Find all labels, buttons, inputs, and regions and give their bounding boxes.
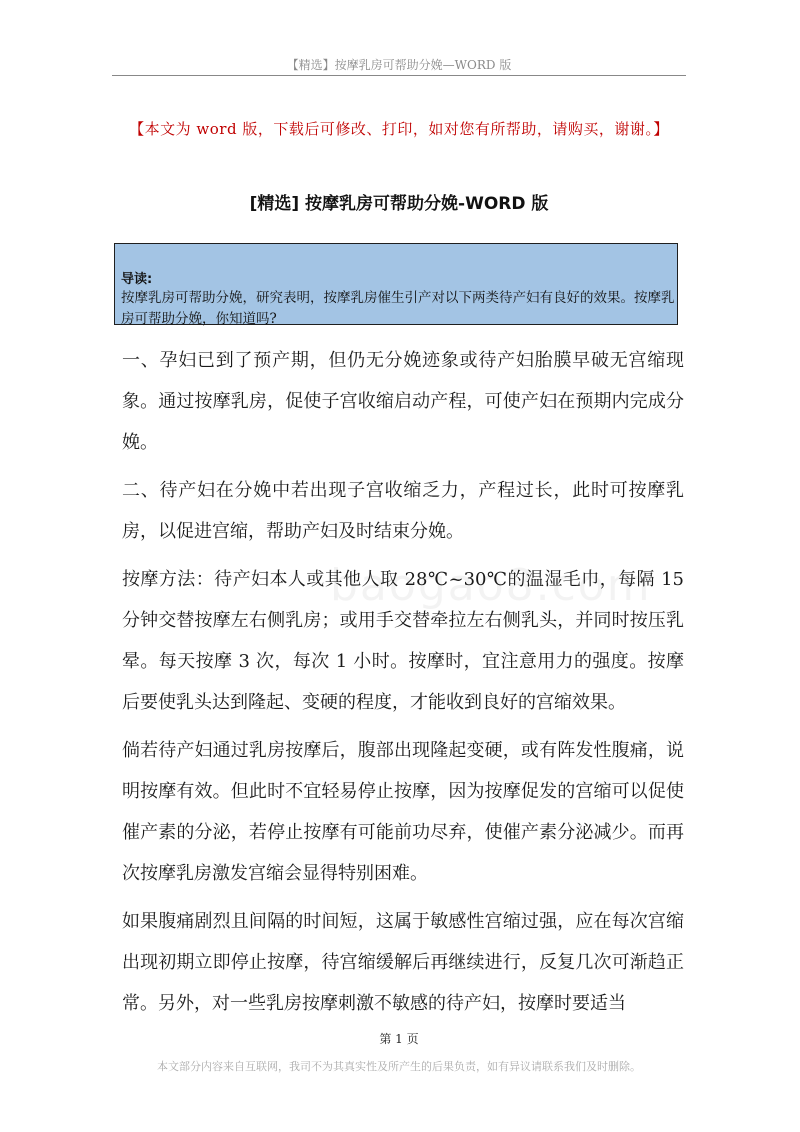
document-title: [精选] 按摩乳房可帮助分娩-WORD 版 (249, 194, 549, 214)
running-header: 【精选】按摩乳房可帮助分娩—WORD 版 (286, 58, 512, 72)
paragraph-2: 二、待产妇在分娩中若出现子宫收缩乏力，产程过长，此时可按摩乳房，以促进宫缩，帮助产妇及时结束分娩。 (122, 480, 684, 542)
body-text (122, 340, 684, 1024)
paragraph-5: 如果腹痛剧烈且间隔的时间短，这属于敏感性宫缩过强，应在每次宫缩出现初期立即停止按摩，待宫缩缓解后再继续进行，反复几次可渐趋正常。另外，对一些乳房按摩刺激不敏感的待产妇，按摩时要适当 (122, 911, 684, 1014)
guide-box (114, 243, 678, 325)
disclaimer-footer: 本文部分内容来自互联网，我司不为其真实性及所产生的后果负责，如有异议请联系我们及时删除。 (157, 1060, 641, 1073)
guide-text: 按摩乳房可帮助分娩，研究表明，按摩乳房催生引产对以下两类待产妇有良好的效果。按摩乳房可帮助分娩，你知道吗? (121, 290, 675, 327)
paragraph-1: 一、孕妇已到了预产期，但仍无分娩迹象或待产妇胎膜早破无宫缩现象。通过按摩乳房，促使子宫收缩启动产程，可使产妇在预期内完成分娩。 (122, 350, 684, 453)
paragraph-4: 倘若待产妇通过乳房按摩后，腹部出现隆起变硬，或有阵发性腹痛，说明按摩有效。但此时不宜轻易停止按摩，因为按摩促发的宫缩可以促使催产素的分泌，若停止按摩有可能前功尽弃，使催产素分泌减少。而再次按摩乳房激发宫缩会显得特别困难。 (122, 740, 684, 884)
header-divider (112, 75, 686, 76)
paragraph-3: 按摩方法：待产妇本人或其他人取 28℃~30℃的温湿毛巾，每隔 15 分钟交替按摩左右侧乳房；或用手交替牵拉左右侧乳头，并同时按压乳晕。每天按摩 3 次，每次 1 小时。按摩时，宜注意用力的强度。按摩后要使乳头达到隆起、变硬的程度，才能收到良好的宫缩效果。 (122, 569, 684, 713)
page-number: 第 1 页 (379, 1032, 419, 1046)
purchase-notice: 【本文为 word 版，下载后可修改、打印，如对您有所帮助，请购买，谢谢。】 (129, 120, 669, 138)
guide-label: 导读: (121, 272, 153, 287)
